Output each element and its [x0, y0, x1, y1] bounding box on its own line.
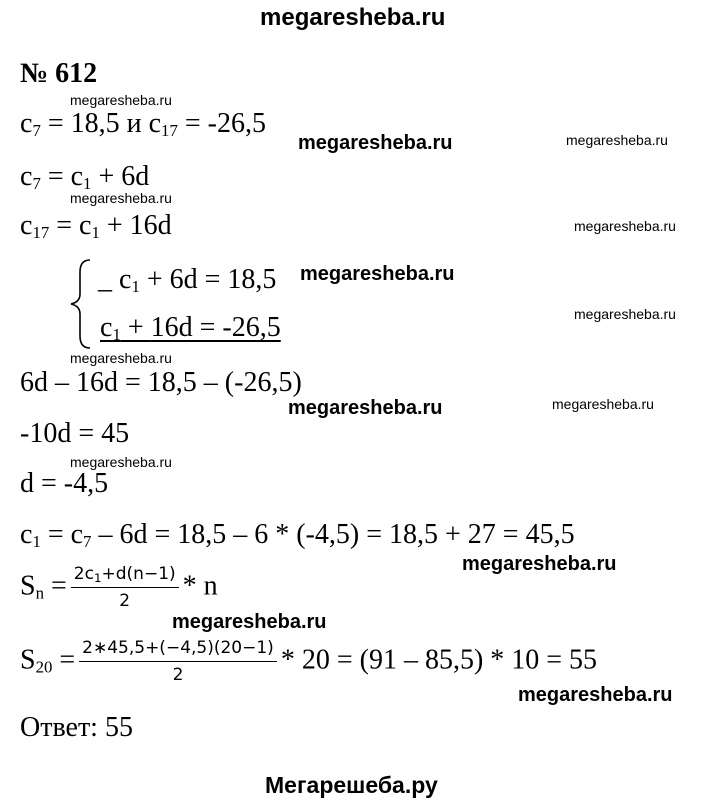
sum-formula: $S_n$ = $\frac{2c_1+d(n-1)}{2}$ * n	[20, 564, 218, 612]
first-term-c1: $c_1 = c_7 - 6d = 18,5 - 6 * (-4,5) = 18,5 + 27 = 45,5$	[20, 519, 575, 552]
difference-d: d = -4,5	[20, 468, 109, 499]
watermark: megaresheba.ru	[172, 611, 327, 633]
c7-rhs: 6d	[121, 161, 150, 192]
s20-denominator: 2	[172, 665, 184, 686]
watermark: megaresheba.ru	[462, 553, 617, 575]
s20-fraction	[79, 638, 277, 686]
site-footer[interactable]: Мегарешеба.ру	[265, 772, 438, 798]
equation-10d: -10d = 45	[20, 418, 130, 449]
subtraction-result: 6d – 16d = 18,5 – (-26,5)	[20, 367, 302, 398]
formula-c17: $c_{17} = c_1 + 16d$	[20, 210, 172, 243]
watermark: megaresheba.ru	[518, 684, 673, 706]
sum-fraction	[71, 564, 179, 612]
watermark: megaresheba.ru	[552, 396, 654, 412]
watermark: megaresheba.ru	[300, 263, 455, 285]
watermark: megaresheba.ru	[574, 306, 676, 322]
c1-computation: – 6d = 18,5 – 6 * (-4,5) = 18,5 + 27 = 45,5	[98, 519, 575, 550]
s20-numerator: 2∗45,5+(−4,5)(20−1)	[79, 638, 277, 662]
c17-rhs: 16d	[129, 210, 172, 241]
c7-value: 18,5	[70, 108, 120, 139]
system-row-1-rhs: 6d = 18,5	[169, 264, 277, 295]
watermark: megaresheba.ru	[70, 92, 172, 108]
watermark: megaresheba.ru	[298, 132, 453, 154]
problem-number: № 612	[20, 58, 98, 89]
s20-tail: * 20 = (91 – 85,5) * 10 = 55	[280, 644, 598, 676]
system-row-1: _ $c_1 + 6d = 18,5$	[98, 264, 277, 297]
watermark: megaresheba.ru	[70, 350, 172, 366]
answer: Ответ: 55	[20, 712, 133, 743]
watermark: megaresheba.ru	[288, 397, 443, 419]
sum-numerator: $2c_1+d(n-1)$	[71, 564, 179, 588]
watermark: megaresheba.ru	[70, 454, 172, 470]
watermark: megaresheba.ru	[566, 132, 668, 148]
sum-tail: * n	[182, 570, 218, 602]
conjunction: и	[126, 108, 142, 139]
given-values: $c_7 = 18,5$ и $c_{17} = -26,5$	[20, 108, 266, 141]
sum-s20: $S_{20}$ = $\frac{2∗45,5+(-4,5)(20-1)}{2}$ * 20 = (91 – 85,5) * 10 = 55	[20, 638, 598, 686]
system-brace-icon	[66, 258, 96, 350]
site-header[interactable]: megaresheba.ru	[260, 4, 446, 31]
system-row-2-rhs: 16d = -26,5	[150, 312, 281, 343]
sum-denominator: 2	[119, 591, 131, 612]
watermark: megaresheba.ru	[574, 218, 676, 234]
c17-value: -26,5	[207, 108, 266, 139]
formula-c7: $c_7 = c_1 + 6d$	[20, 161, 150, 194]
system-row-2: $c_1 + 16d = -26,5$	[100, 312, 281, 345]
subtraction-sign: _	[98, 264, 112, 295]
watermark: megaresheba.ru	[70, 190, 172, 206]
